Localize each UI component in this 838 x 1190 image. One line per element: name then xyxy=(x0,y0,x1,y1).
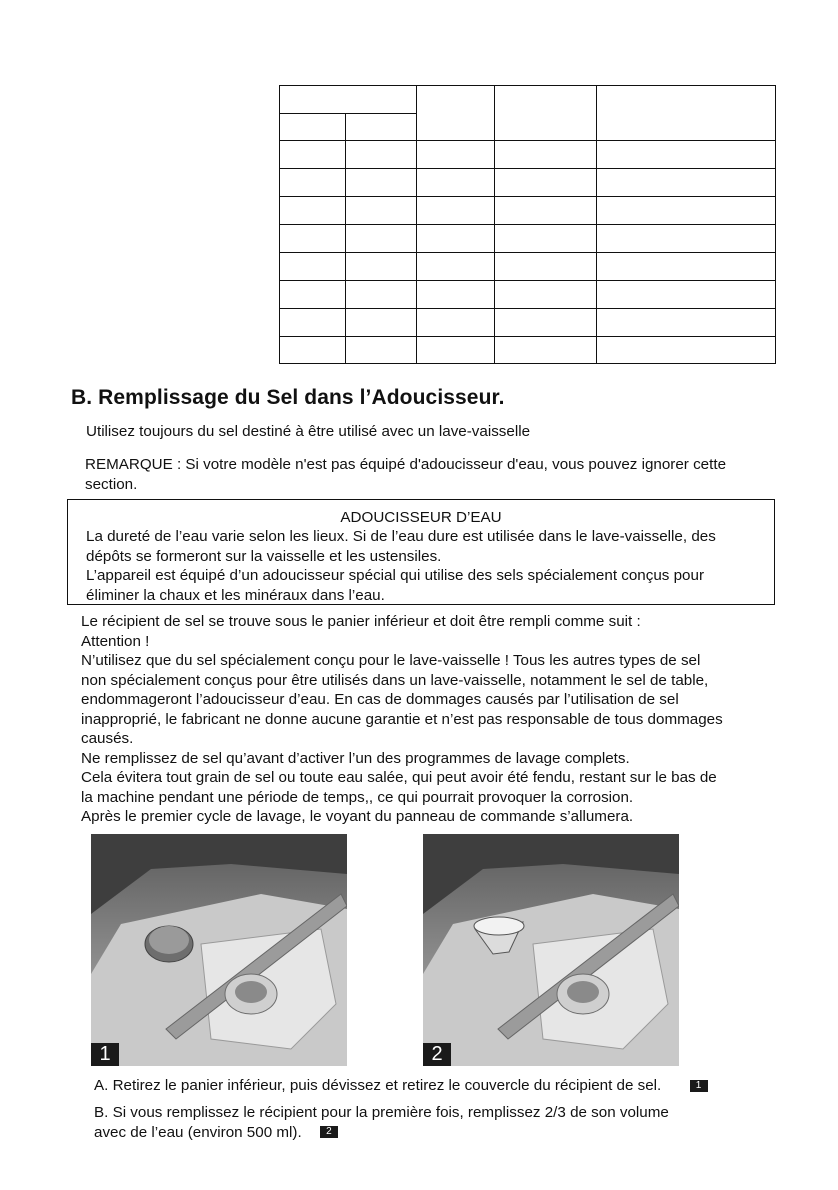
body-line: Ne remplissez de sel qu’avant d’activer l’un des programmes de lavage complets. xyxy=(81,749,630,767)
table-header-cell xyxy=(280,114,346,141)
softener-box-line: L’appareil est équipé d’un adoucisseur spécial qui utilise des sels spécialement conçus pour xyxy=(86,567,705,584)
softener-box-title: ADOUCISSEUR D’EAU xyxy=(340,509,502,526)
remark-line: section. xyxy=(85,475,138,493)
body-text xyxy=(81,612,723,827)
body-line: non spécialement conçus pour être utilisés dans un lave-vaisselle, notamment le sel de table, xyxy=(81,671,709,689)
dishwasher-funnel-illustration-icon xyxy=(423,834,679,1066)
body-line: causés. xyxy=(81,730,134,747)
remark-text xyxy=(85,455,726,494)
figure-number-badge: 2 xyxy=(423,1043,451,1066)
softener-box-line: La dureté de l’eau varie selon les lieux. Si de l’eau dure est utilisée dans le lave-vaisselle, des xyxy=(86,528,716,545)
step-a-text: A. Retirez le panier inférieur, puis dévissez et retirez le couvercle du récipient de sel. xyxy=(94,1077,662,1094)
section-title: B. Remplissage du Sel dans l’Adoucisseur. xyxy=(71,386,505,409)
step-b-line xyxy=(94,1123,669,1143)
body-line: endommageront l’adoucisseur d’eau. En cas de dommages causés par l’utilisation de sel xyxy=(81,691,679,708)
step-a xyxy=(94,1076,708,1096)
table-row xyxy=(280,197,776,225)
softener-box-line: dépôts se formeront sur la vaisselle et les ustensiles. xyxy=(86,547,442,565)
figure-1-salt-container-cap xyxy=(91,834,347,1066)
figure-number-badge: 1 xyxy=(91,1043,119,1066)
body-line: Après le premier cycle de lavage, le voyant du panneau de commande s’allumera. xyxy=(81,808,634,825)
step-b-line2-text: avec de l’eau (environ 500 ml). xyxy=(94,1123,302,1141)
body-line: la machine pendant une période de temps,, ce qui pourrait provoquer la corrosion. xyxy=(81,788,634,806)
figure-2-salt-funnel xyxy=(423,834,679,1066)
step-b-line: B. Si vous remplissez le récipient pour la première fois, remplissez 2/3 de son volume xyxy=(94,1104,669,1121)
table-row xyxy=(280,169,776,197)
body-line: Le récipient de sel se trouve sous le panier inférieur et doit être rempli comme suit : xyxy=(81,613,641,630)
dishwasher-illustration-icon xyxy=(91,834,347,1066)
table-row xyxy=(280,253,776,281)
step-b-figure-ref: 2 xyxy=(320,1126,338,1138)
table-header-cell xyxy=(597,86,776,141)
body-line: Cela évitera tout grain de sel ou toute eau salée, qui peut avoir été fendu, restant sur le bas de xyxy=(81,769,717,786)
table-row xyxy=(280,281,776,309)
softener-info-box xyxy=(67,499,775,605)
intro-text: Utilisez toujours du sel destiné à être utilisé avec un lave-vaisselle xyxy=(86,423,531,440)
table-header-cell xyxy=(346,114,417,141)
body-line: Attention ! xyxy=(81,632,150,650)
table-row xyxy=(280,225,776,253)
table-header-cell xyxy=(417,86,495,141)
softener-box-body xyxy=(68,527,774,605)
table-header-cell xyxy=(495,86,597,141)
body-line: inapproprié, le fabricant ne donne aucune garantie et n’est pas responsable de tous dommages xyxy=(81,710,723,728)
table-row xyxy=(280,309,776,337)
body-line: N’utilisez que du sel spécialement conçu pour le lave-vaisselle ! Tous les autres types de sel xyxy=(81,652,701,669)
table-header-cell xyxy=(280,86,417,114)
step-b xyxy=(94,1103,669,1142)
water-hardness-table xyxy=(279,85,776,364)
remark-line: REMARQUE : Si votre modèle n'est pas équipé d'adoucisseur d'eau, vous pouvez ignorer cette xyxy=(85,456,727,473)
softener-box-line: éliminer la chaux et les minéraux dans l’eau. xyxy=(86,586,385,604)
table-row xyxy=(280,337,776,364)
step-a-figure-ref: 1 xyxy=(690,1080,708,1092)
table-row xyxy=(280,141,776,169)
